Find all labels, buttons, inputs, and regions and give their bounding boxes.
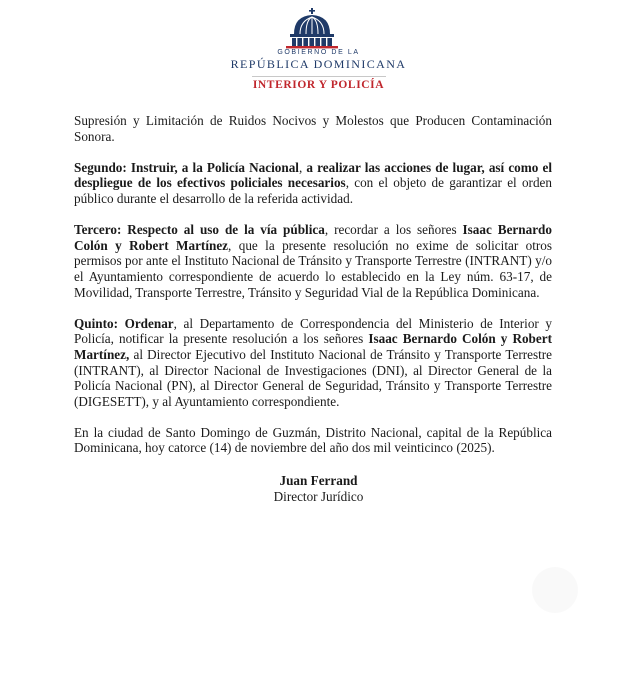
paragraph-bold-text: a realizar las acciones de lugar, así como el despliegue de los efectivos policiales necesarios bbox=[74, 159, 553, 191]
paragraph-bold-names: Isaac Bernardo Colón y Robert Martínez, bbox=[74, 331, 552, 362]
watermark-mark bbox=[532, 567, 578, 613]
paragraph-bold-heading: Quinto: Ordenar bbox=[74, 315, 174, 331]
signatory-name: Juan Ferrand bbox=[279, 473, 358, 488]
paragraph-bold-names: Isaac Bernardo Colón y Robert Martínez bbox=[74, 222, 552, 253]
paragraph-text: , bbox=[298, 159, 307, 175]
government-name: REPÚBLICA DOMINICANA bbox=[230, 57, 407, 71]
paragraph-text: , que la presente resolución no exime de solicitar otros permisos por ante el Instituto Nacional de Tránsito y Transporte Terrestre (INTRANT) y/o el Ayuntamiento correspondiente de acuerdo lo establecido en la Ley núm. 63-17, de Movilidad, Transporte Terrestre, Tránsito y Seguridad Vial de la República Dominicana. bbox=[74, 237, 553, 300]
signatory-title: Director Jurídico bbox=[273, 489, 364, 504]
paragraph-text: , con el objeto de garantizar el orden público durante el desarrollo de la referida actividad. bbox=[74, 175, 552, 206]
signature-block bbox=[0, 473, 637, 505]
paragraph-bold-heading: Tercero: Respecto al uso de la vía pública bbox=[74, 222, 325, 238]
paragraph-text: , al Departamento de Correspondencia del Ministerio de Interior y Policía, notificar la presente resolución a los señores bbox=[74, 315, 553, 347]
paragraph-text: En la ciudad de Santo Domingo de Guzmán, Distrito Nacional, capital de la República Dominicana, hoy catorce (14) de noviembre del año dos mil veinticinco (2025). bbox=[74, 424, 552, 456]
paragraph-tercero bbox=[74, 222, 552, 300]
paragraph-text: , recordar a los señores bbox=[324, 222, 463, 238]
document-body bbox=[74, 113, 552, 472]
paragraph-bold-heading: Segundo: Instruir, a la Policía Nacional bbox=[74, 159, 299, 175]
paragraph-segundo bbox=[74, 160, 552, 207]
paragraph-quinto bbox=[74, 316, 552, 410]
dome-emblem-icon bbox=[256, 8, 368, 52]
government-label: GOBIERNO DE LA bbox=[277, 49, 360, 56]
paragraph-continuation bbox=[74, 113, 552, 144]
paragraph-text: Supresión y Limitación de Ruidos Nocivos y Molestos que Producen Contaminación Sonora. bbox=[74, 113, 552, 144]
paragraph-closing bbox=[74, 425, 552, 456]
ministry-name: INTERIOR Y POLICÍA bbox=[252, 79, 385, 91]
header-divider bbox=[252, 76, 386, 77]
paragraph-text: al Director Ejecutivo del Instituto Nacional de Tránsito y Transporte Terrestre (INTRANT), al Director Nacional de Investigaciones (DNI), al Director General de la Policía Nacional (PN), al Director General de Seguridad, Tránsito y Transporte Terrestre (DIGESETT), y al Ayuntamiento correspondiente. bbox=[74, 346, 552, 409]
